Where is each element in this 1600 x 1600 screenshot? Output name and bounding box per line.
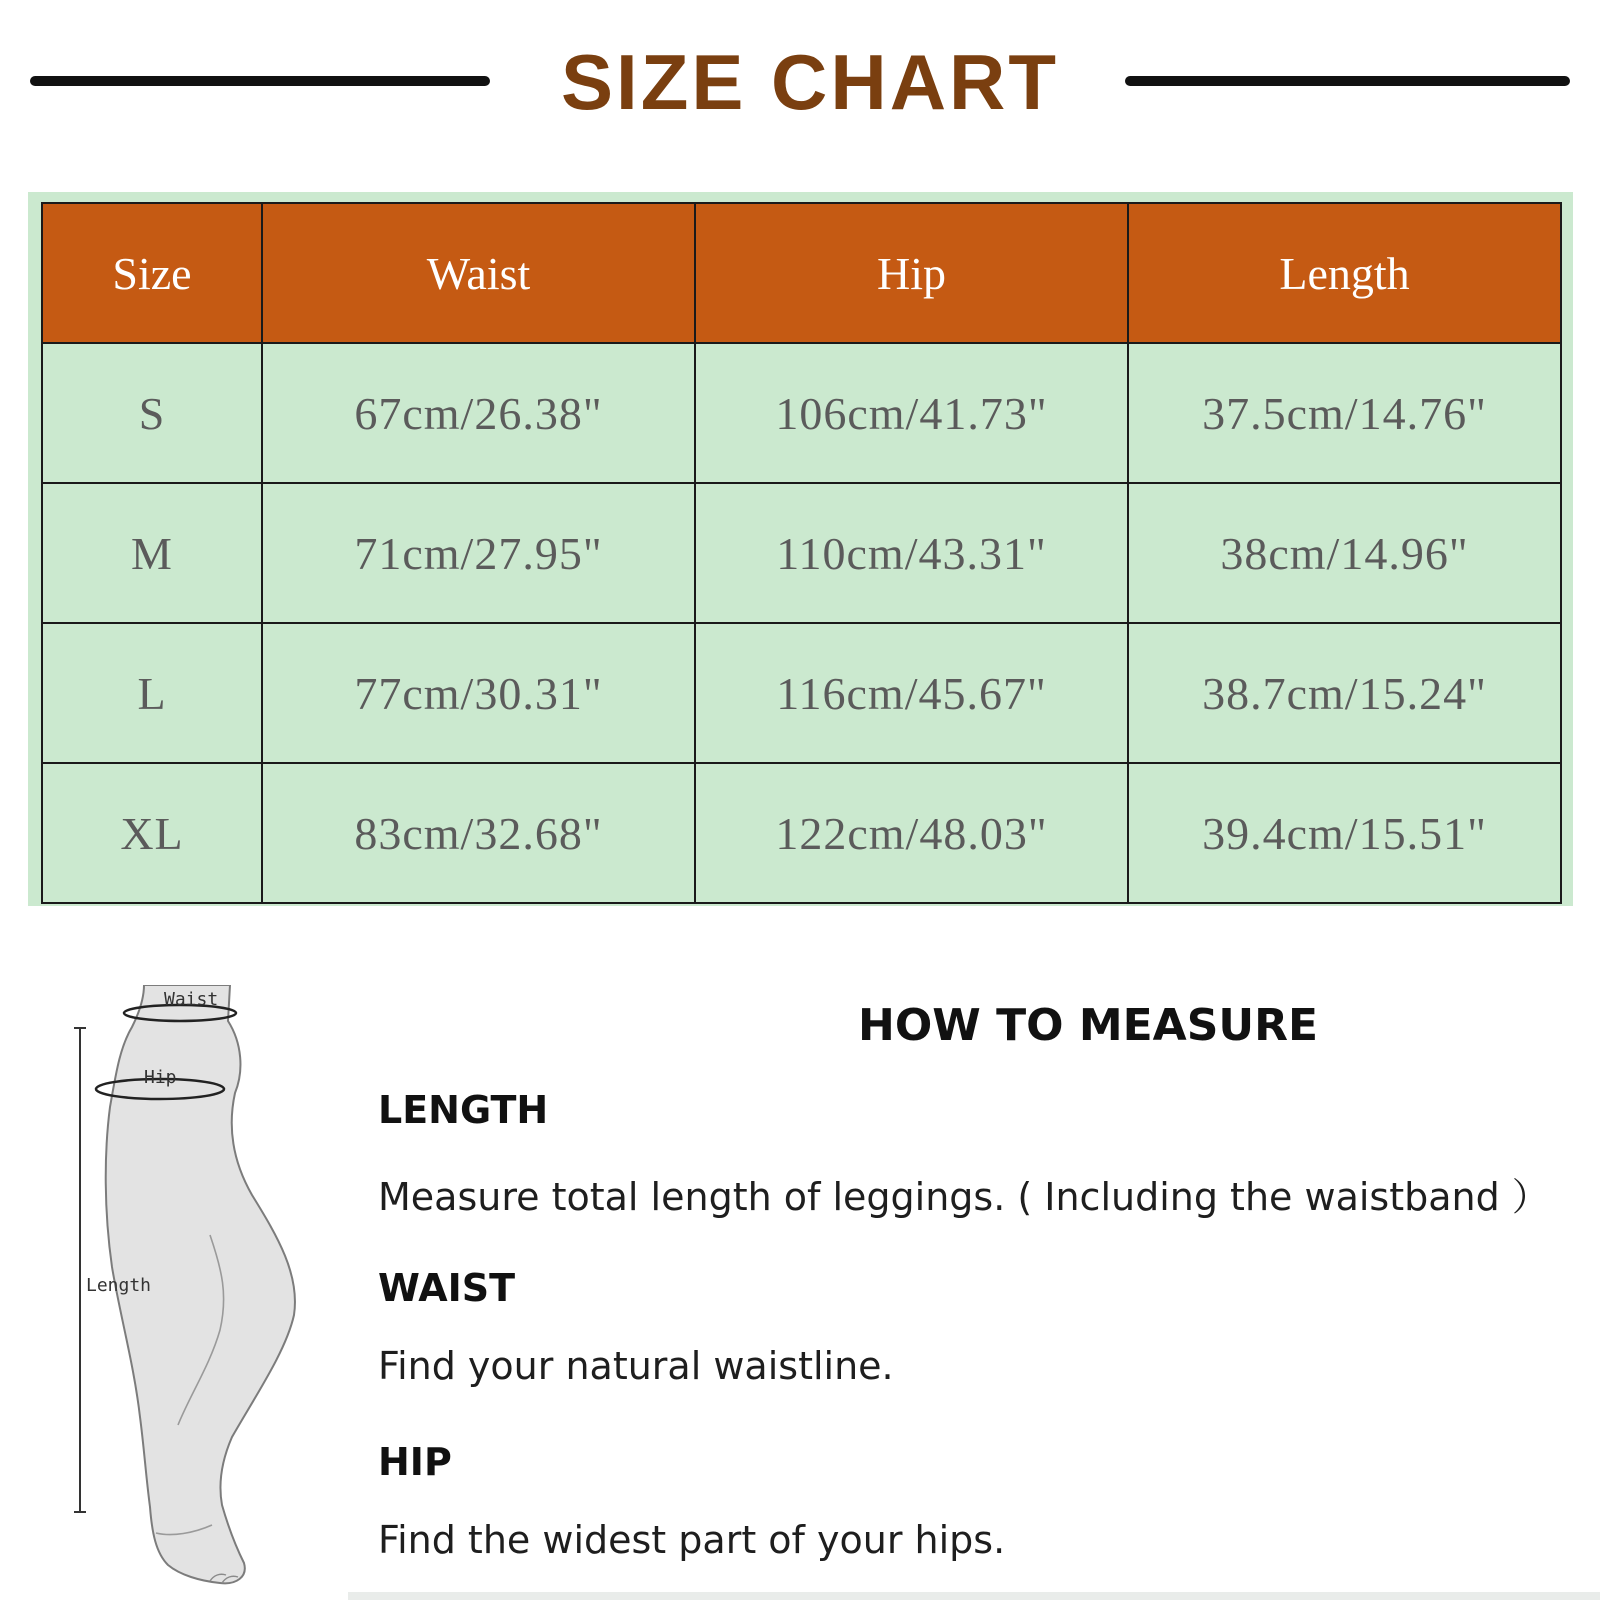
waist-cell: 83cm/32.68" xyxy=(262,763,695,903)
size-cell: S xyxy=(42,343,262,483)
column-header-hip: Hip xyxy=(695,203,1128,343)
table-header-row xyxy=(42,203,1561,343)
hip-section-title: HIP xyxy=(378,1440,452,1484)
waist-cell: 77cm/30.31" xyxy=(262,623,695,763)
column-header-size: Size xyxy=(42,203,262,343)
hip-cell: 110cm/43.31" xyxy=(695,483,1128,623)
how-to-measure-heading: HOW TO MEASURE xyxy=(858,1000,1319,1051)
hip-label: Hip xyxy=(144,1067,177,1088)
hip-cell: 106cm/41.73" xyxy=(695,343,1128,483)
table-row xyxy=(42,483,1561,623)
hip-section-text: Find the widest part of your hips. xyxy=(378,1518,1006,1562)
column-header-waist: Waist xyxy=(262,203,695,343)
title-row xyxy=(0,30,1600,130)
length-cell: 37.5cm/14.76" xyxy=(1128,343,1561,483)
length-section-text: Measure total length of leggings. ( Including the waistband ） xyxy=(378,1175,1550,1219)
size-table xyxy=(41,202,1562,904)
waist-section-text: Find your natural waistline. xyxy=(378,1344,894,1388)
length-label: Length xyxy=(86,1275,152,1296)
length-cell: 38cm/14.96" xyxy=(1128,483,1561,623)
waist-cell: 71cm/27.95" xyxy=(262,483,695,623)
length-cell: 39.4cm/15.51" xyxy=(1128,763,1561,903)
hip-cell: 116cm/45.67" xyxy=(695,623,1128,763)
waist-section-title: WAIST xyxy=(378,1266,516,1310)
leggings-figure xyxy=(60,985,360,1595)
bottom-divider xyxy=(348,1592,1600,1600)
size-cell: XL xyxy=(42,763,262,903)
waist-label: Waist xyxy=(164,989,219,1010)
column-header-length: Length xyxy=(1128,203,1561,343)
size-table-frame xyxy=(28,192,1573,906)
title-rule-left xyxy=(30,76,490,86)
table-row xyxy=(42,343,1561,483)
table-row xyxy=(42,763,1561,903)
length-section-title: LENGTH xyxy=(378,1088,549,1132)
hip-cell: 122cm/48.03" xyxy=(695,763,1128,903)
waist-cell: 67cm/26.38" xyxy=(262,343,695,483)
title-rule-right xyxy=(1125,76,1570,86)
size-cell: L xyxy=(42,623,262,763)
page-title: SIZE CHART xyxy=(561,38,1059,126)
size-cell: M xyxy=(42,483,262,623)
table-row xyxy=(42,623,1561,763)
length-cell: 38.7cm/15.24" xyxy=(1128,623,1561,763)
